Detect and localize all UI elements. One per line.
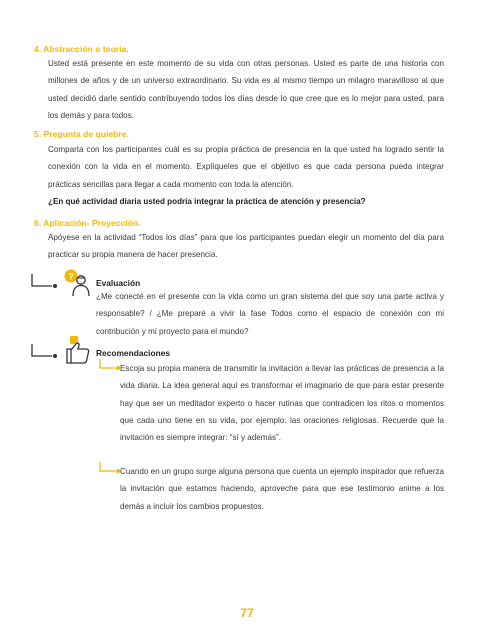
- section-6-paragraph: Apóyese en la actividad “Todos los días” para que los participantes puedan elegir un momento del día para practicar su propia manera de hacer presencia.: [48, 233, 444, 260]
- recomendaciones-title: Recomendaciones: [96, 348, 171, 358]
- section-6-heading: 6. Aplicación- Proyección.: [34, 218, 141, 228]
- thumbs-up-icon: [61, 335, 93, 365]
- evaluacion-body: ¿Me conecté en el presente con la vida como un gran sistema del que soy una parte activa y responsable? / ¿Me preparé a vivir la fase Todos como el espacio de conexión con mi contribución y mi proyecto para el mundo?: [96, 292, 444, 336]
- section-5-question: ¿En qué actividad diaria usted podría integrar la práctica de atención y presencia?: [48, 196, 366, 206]
- recomendaciones-connector: [30, 342, 64, 362]
- section-5-body: [48, 141, 444, 210]
- section-4-paragraph: Usted está presente en este momento de su vida con otras personas. Usted es parte de una historia con millones de años y de un universo extraordinario. Su vida es al mismo tiempo un milagro maravilloso al que usted decidió darle sentido contribuyendo todos los días desde lo que cree que es lo mejor para usted, para los demás y para todos.: [48, 59, 444, 120]
- person-question-icon: [61, 268, 93, 298]
- recomendacion-item: Escoja su propia manera de transmitir la invitación a llevar las prácticas de presencia a la vida diaria. La idea general aquí es transformar el imaginario de que para estar presente hay que ser un meditador experto o hacer rutinas que contradicen los ritos o momentos que cada uno tiene en su vida, por ejemplo: las oraciones religiosas. Recuerde que la invitación es siempre integrar: “sí y además”.: [120, 364, 444, 443]
- bullet-1-connector: [98, 358, 122, 374]
- bullet-2-connector: [98, 461, 122, 477]
- section-6-body: [48, 229, 444, 264]
- page-number: 77: [240, 606, 254, 620]
- section-4-body: [48, 55, 444, 124]
- section-4-heading: 4. Abstracción o teoría.: [34, 44, 129, 54]
- evaluacion-connector: [30, 272, 64, 292]
- section-5-heading: 5. Pregunta de quiebre.: [34, 129, 129, 139]
- section-5-paragraph: Comparta con los participantes cuál es su propia práctica de presencia en la que usted ha logrado sentir la conexión con la vida en el momento. Explíqueles que el objetivo es que cada persona pueda integrar prácticas sencillas para llegar a cada momento con toda la atención.: [48, 145, 444, 189]
- evaluacion-title: Evaluación: [96, 278, 141, 288]
- recomendacion-item: Cuando en un grupo surge alguna persona que cuenta un ejemplo inspirador que refuerza la invitación que estamos haciendo, aproveche para que ese testimonio anime a los demás a incluir los cambios propuestos.: [120, 467, 444, 511]
- svg-text:?: ?: [68, 271, 74, 282]
